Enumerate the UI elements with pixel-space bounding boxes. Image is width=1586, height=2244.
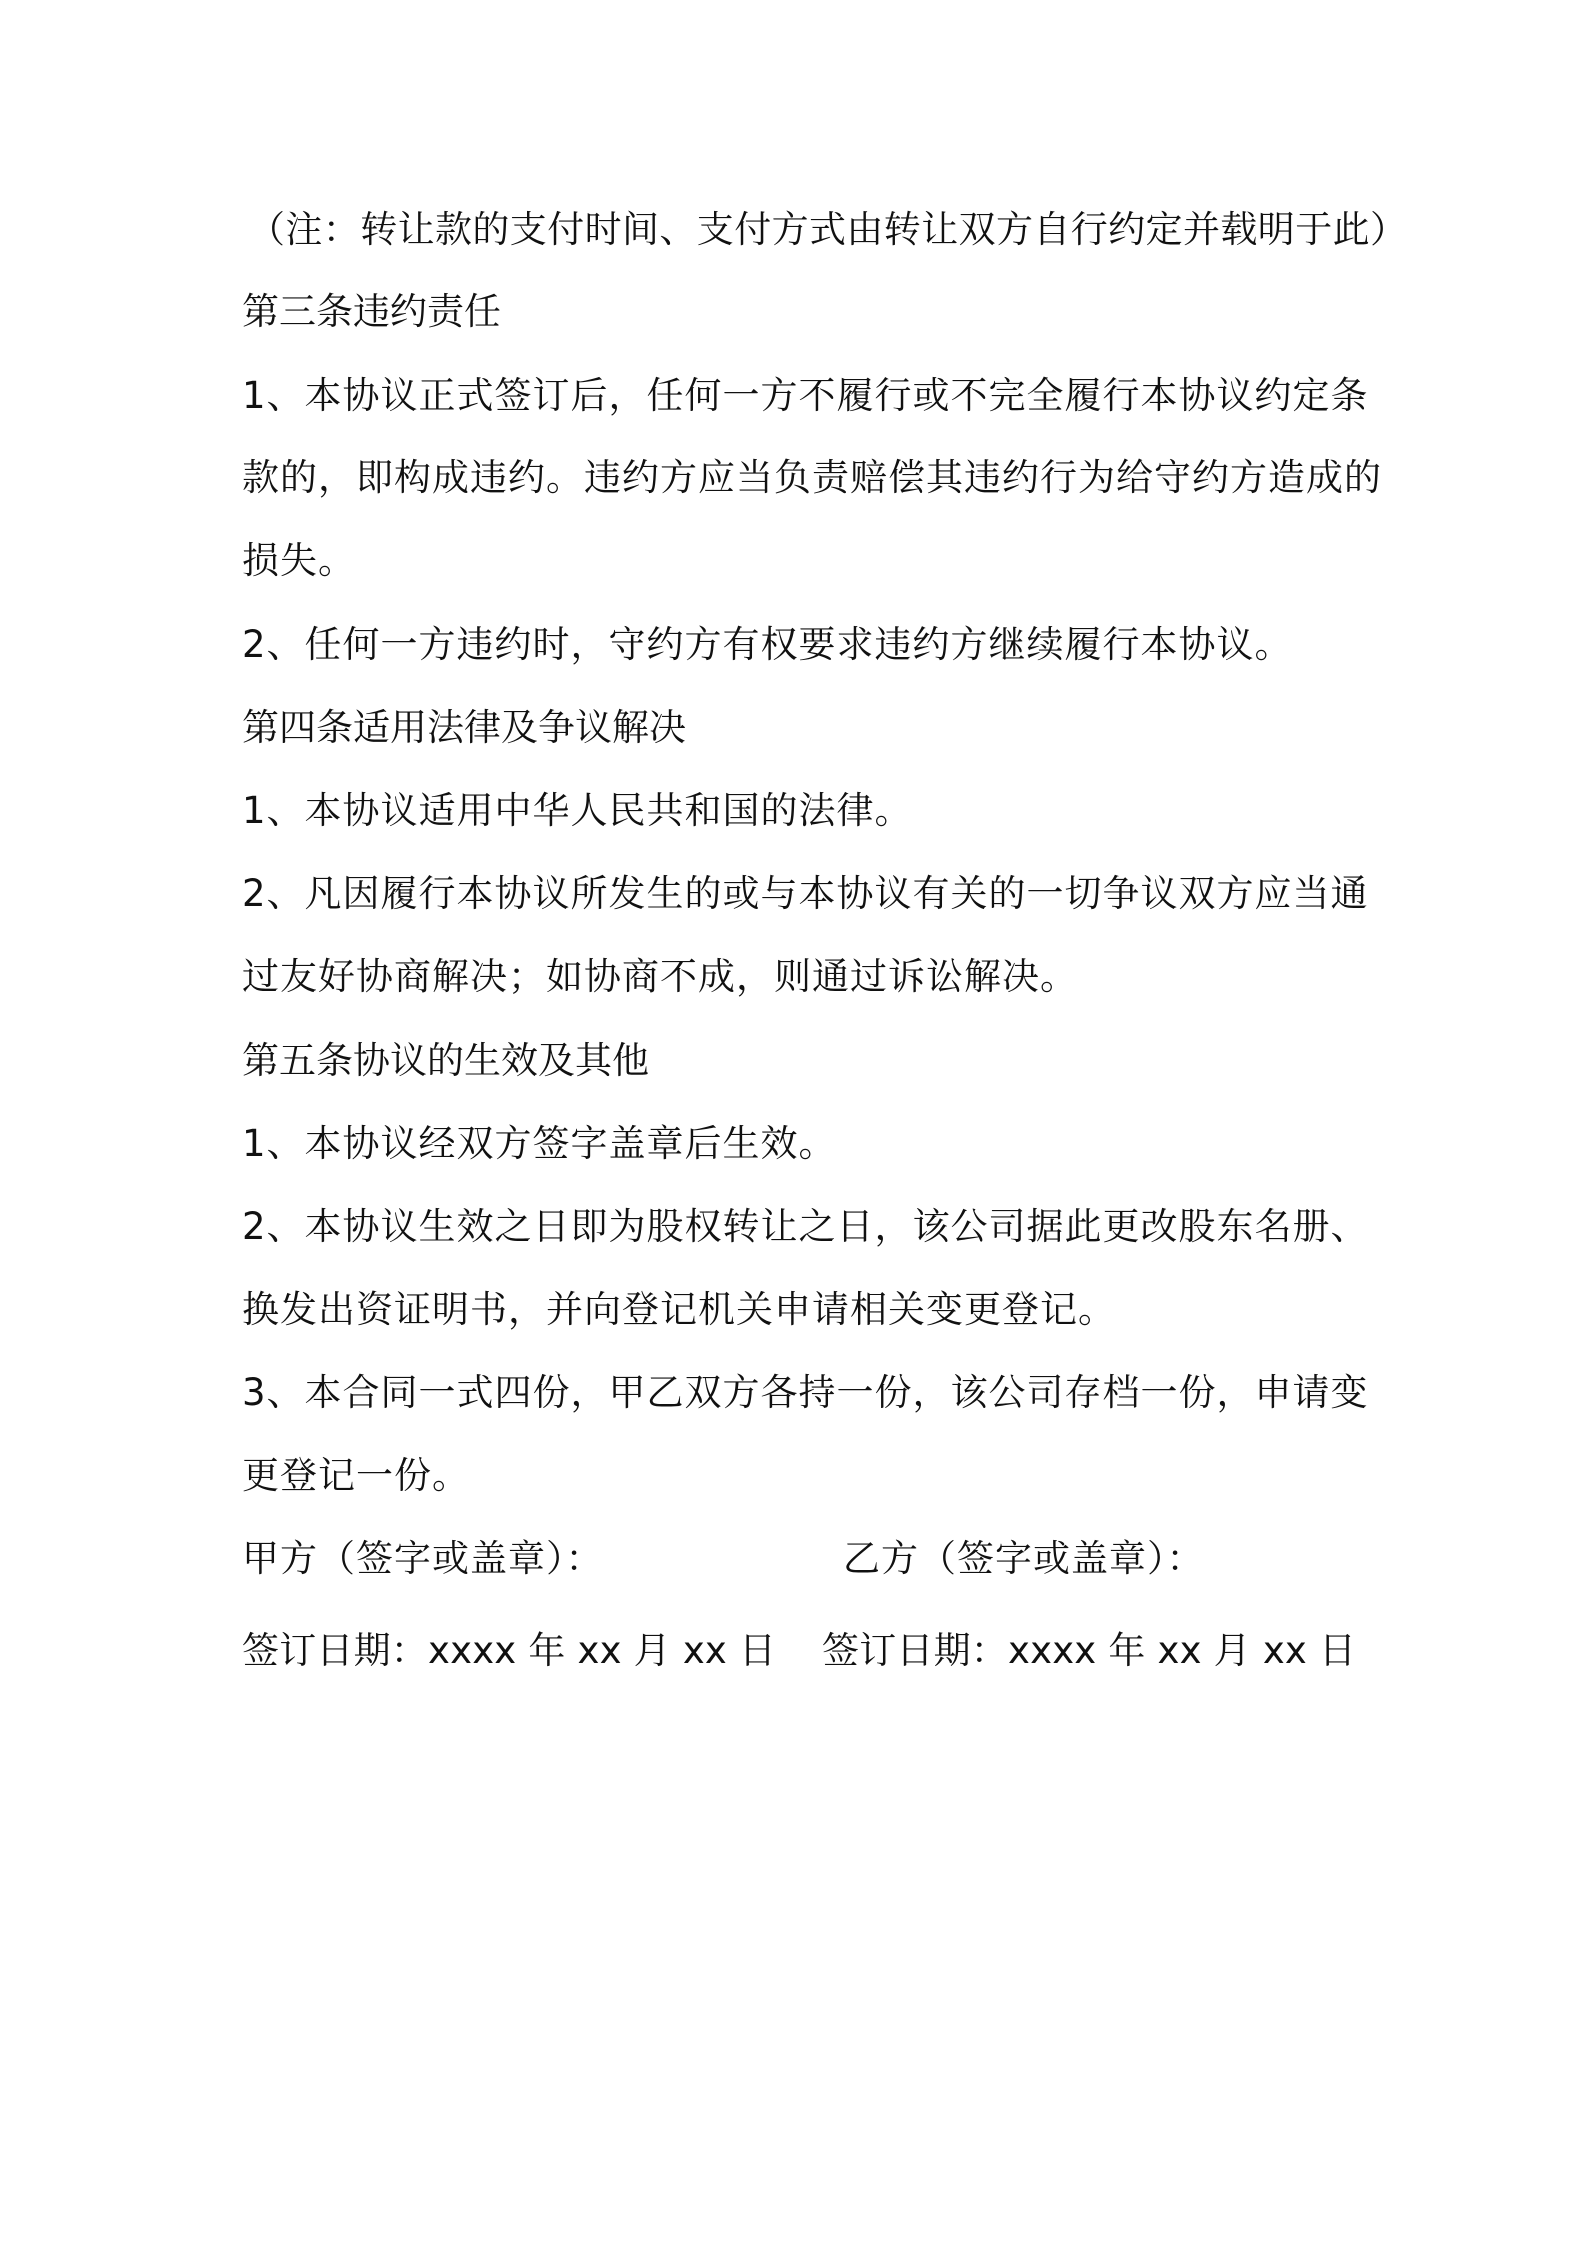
article-3-item-1-line-1: 1、本协议正式签订后，任何一方不履行或不完全履行本协议约定条	[242, 374, 1369, 417]
article-5-title: 第五条协议的生效及其他	[242, 1039, 649, 1082]
article-4-item-2-line-1: 2、凡因履行本协议所发生的或与本协议有关的一切争议双方应当通	[242, 872, 1369, 915]
article-5-item-3-line-2: 更登记一份。	[242, 1454, 470, 1497]
party-a-signature-label: 甲方（签字或盖章）：	[242, 1537, 604, 1580]
article-3-title: 第三条违约责任	[242, 290, 501, 333]
payment-note: （注：转让款的支付时间、支付方式由转让双方自行约定并载明于此）	[248, 208, 1408, 251]
article-4-item-1: 1、本协议适用中华人民共和国的法律。	[242, 789, 913, 832]
article-5-item-1: 1、本协议经双方签字盖章后生效。	[242, 1122, 837, 1165]
article-3-item-1-line-3: 损失。	[242, 539, 356, 582]
article-5-item-2-line-2: 换发出资证明书，并向登记机关申请相关变更登记。	[242, 1288, 1116, 1331]
party-b-sign-date: 签订日期：xxxx 年 xx 月 xx 日	[822, 1629, 1357, 1672]
article-3-item-2: 2、任何一方违约时，守约方有权要求违约方继续履行本协议。	[242, 623, 1293, 666]
party-a-sign-date: 签订日期：xxxx 年 xx 月 xx 日	[242, 1629, 777, 1672]
party-b-signature-label: 乙方（签字或盖章）：	[843, 1537, 1205, 1580]
article-4-title: 第四条适用法律及争议解决	[242, 706, 686, 749]
article-5-item-2-line-1: 2、本协议生效之日即为股权转让之日，该公司据此更改股东名册、	[242, 1205, 1369, 1248]
article-3-item-1-line-2: 款的，即构成违约。违约方应当负责赔偿其违约行为给守约方造成的	[242, 456, 1382, 499]
article-4-item-2-line-2: 过友好协商解决；如协商不成，则通过诉讼解决。	[242, 955, 1078, 998]
article-5-item-3-line-1: 3、本合同一式四份，甲乙双方各持一份，该公司存档一份，申请变	[242, 1371, 1369, 1414]
